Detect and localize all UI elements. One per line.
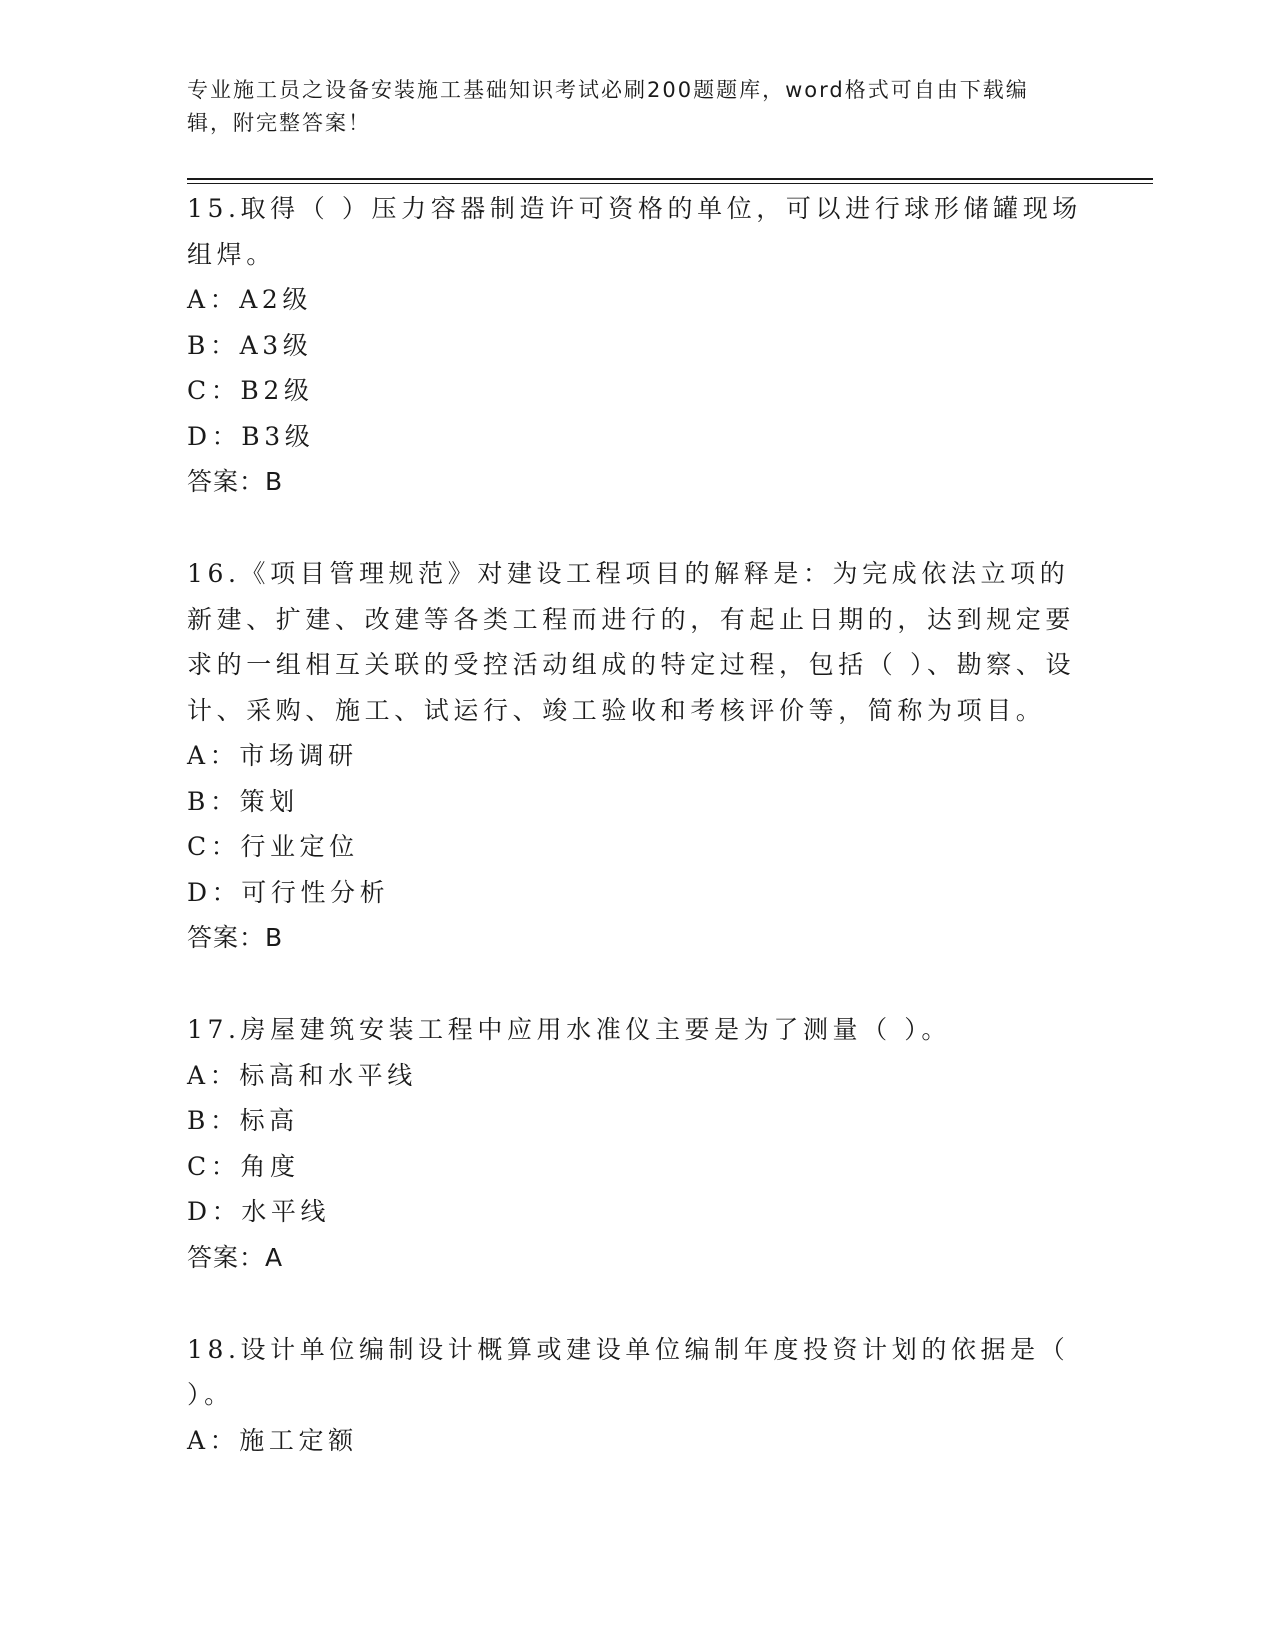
question-stem: 18.设计单位编制设计概算或建设单位编制年度投资计划的依据是（ ）。 xyxy=(187,1334,1070,1409)
option-letter: C： xyxy=(187,376,241,405)
question-stem: 17.房屋建筑安装工程中应用水准仪主要是为了测量（ ）。 xyxy=(187,1015,952,1044)
option-letter: B： xyxy=(187,330,240,360)
option-text: A3级 xyxy=(239,330,313,360)
option-text: 标高和水平线 xyxy=(239,1060,417,1090)
question-list xyxy=(187,186,1087,1510)
option-letter: C： xyxy=(187,832,241,861)
option-a xyxy=(187,1053,1087,1099)
option-d xyxy=(187,414,1087,460)
option-letter: D： xyxy=(187,1197,242,1226)
option-text: 行业定位 xyxy=(240,832,359,861)
option-letter: A： xyxy=(187,285,240,314)
option-list xyxy=(187,277,1087,459)
option-text: 水平线 xyxy=(241,1197,331,1226)
question-16 xyxy=(187,551,1087,960)
option-letter: A： xyxy=(187,1425,240,1455)
option-d xyxy=(187,870,1087,916)
question-stem: 15.取得（ ）压力容器制造许可资格的单位，可以进行球形储罐现场组焊。 xyxy=(187,194,1082,269)
option-text: 角度 xyxy=(240,1151,300,1181)
answer-line: 答案：B xyxy=(187,467,284,496)
option-a xyxy=(187,733,1087,779)
option-letter: A： xyxy=(187,741,240,770)
option-text: B3级 xyxy=(241,421,315,451)
option-letter: C： xyxy=(187,1151,241,1181)
option-list xyxy=(187,733,1087,915)
option-c xyxy=(187,1144,1087,1190)
option-a xyxy=(187,277,1087,323)
document-header: 专业施工员之设备安装施工基础知识考试必刷200题题库，word格式可自由下载编辑，附完整答案！ xyxy=(187,78,1029,135)
header-divider-thick xyxy=(187,178,1153,180)
question-15 xyxy=(187,186,1087,504)
option-c xyxy=(187,368,1087,414)
option-a xyxy=(187,1418,1087,1464)
option-b xyxy=(187,1098,1087,1144)
answer-line: 答案：A xyxy=(187,1242,284,1272)
question-stem: 16.《项目管理规范》对建设工程项目的解释是：为完成依法立项的新建、扩建、改建等各类工程而进行的，有起止日期的，达到规定要求的一组相互关联的受控活动组成的特定过程，包括（ ）、勘察、设计、采购、施工、试运行、竣工验收和考核评价等，简称为项目。 xyxy=(187,559,1076,725)
option-b xyxy=(187,323,1087,369)
option-list xyxy=(187,1053,1087,1235)
option-text: 标高 xyxy=(239,1106,299,1135)
option-letter: B： xyxy=(187,1106,240,1135)
option-letter: B： xyxy=(187,786,240,816)
option-d xyxy=(187,1189,1087,1235)
option-letter: D： xyxy=(187,877,242,907)
option-c xyxy=(187,824,1087,870)
option-text: 策划 xyxy=(239,786,299,816)
answer-line: 答案：B xyxy=(187,923,284,952)
option-b xyxy=(187,779,1087,825)
option-letter: D： xyxy=(187,421,242,451)
option-text: 市场调研 xyxy=(239,741,358,770)
option-letter: A： xyxy=(187,1060,240,1090)
option-text: 施工定额 xyxy=(239,1425,358,1455)
header-divider-thin xyxy=(187,183,1153,184)
option-text: A2级 xyxy=(239,285,313,314)
option-text: 可行性分析 xyxy=(241,877,390,907)
question-18 xyxy=(187,1327,1087,1464)
option-list xyxy=(187,1418,1087,1464)
question-17 xyxy=(187,1007,1087,1280)
option-text: B2级 xyxy=(240,376,314,405)
